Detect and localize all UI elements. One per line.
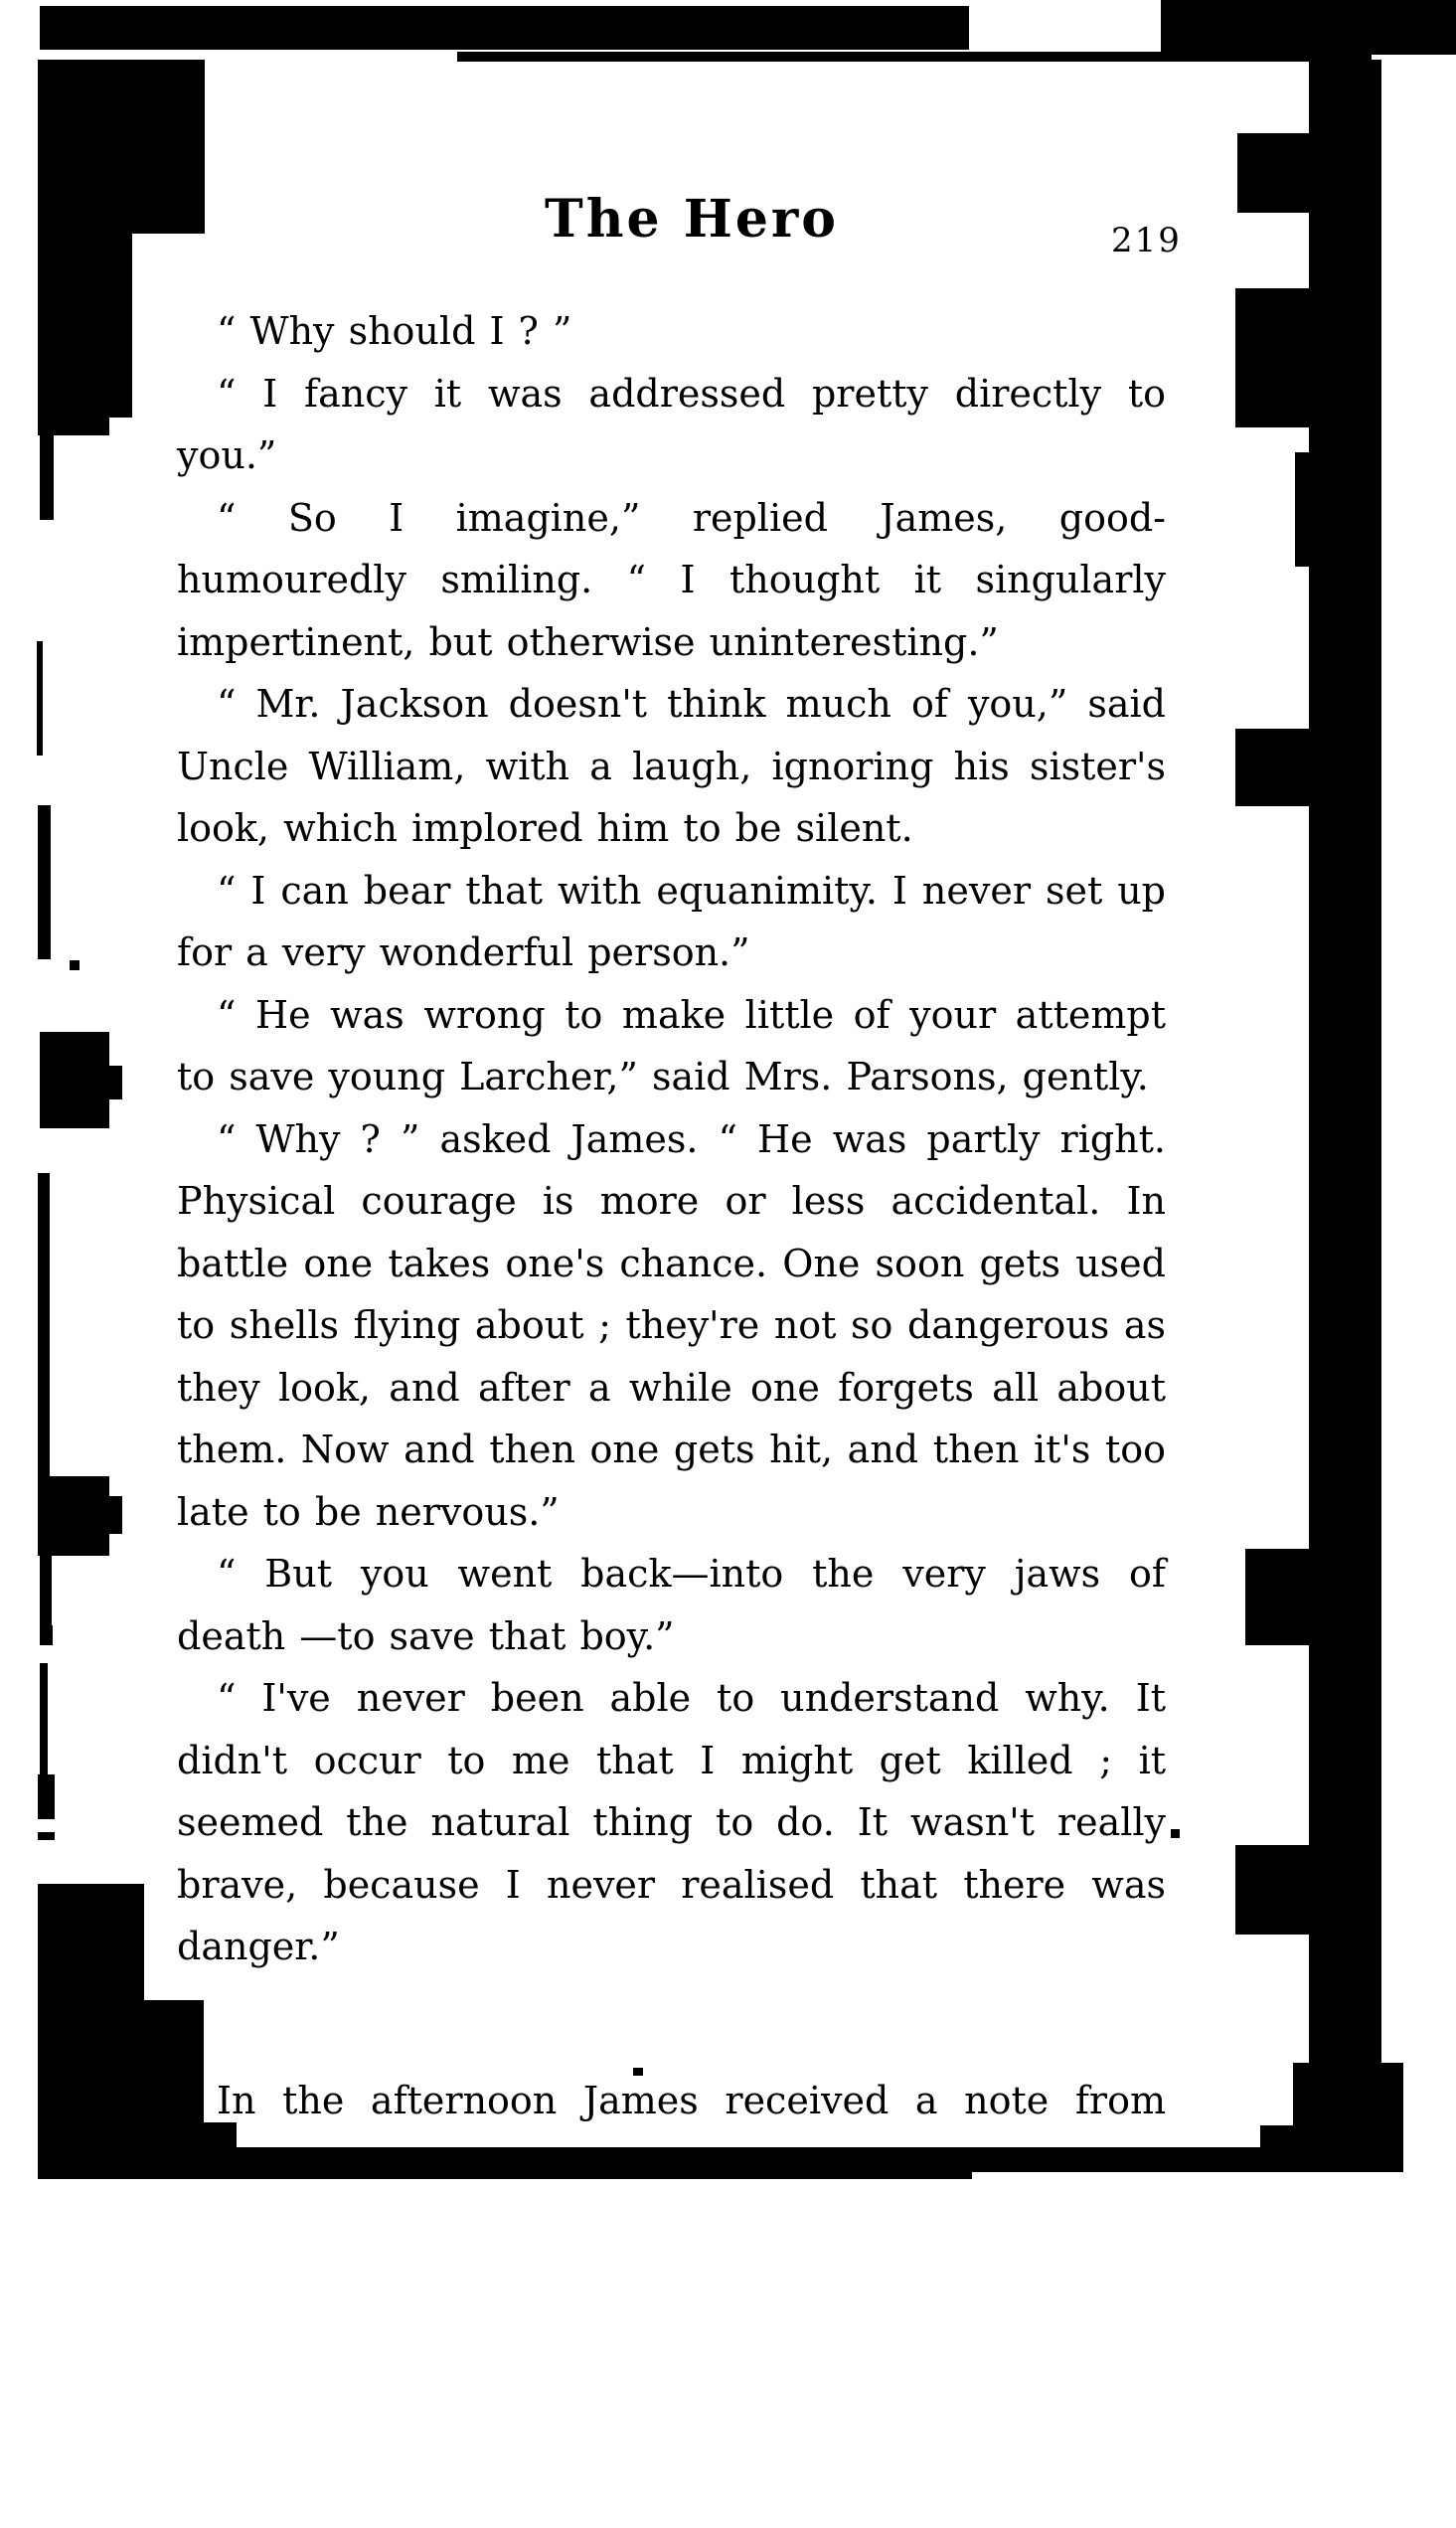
paragraph: “ I fancy it was addressed pretty directly to you.” <box>177 371 1166 477</box>
scan-artifact-right-protrusion <box>1237 133 1312 213</box>
scan-artifact-left-strip <box>40 1556 52 1625</box>
scan-artifact-ink-dot <box>1171 1829 1180 1838</box>
scan-artifact-right-bump <box>1295 452 1315 567</box>
paragraph: “ He was wrong to make little of your attempt to save young Larcher,” said Mrs. Parsons, gently. <box>177 992 1166 1098</box>
body-text-column <box>177 300 1166 2194</box>
paragraph: “ Why ? ” asked James. “ He was partly right. Physical courage is more or less accidental. In battle one takes one's chance. One soon gets used to shells flying about ; they're not so dangerous as they look, and after a while one forgets all about them. Now and then one gets hit, and then it's too late to be nervous.” <box>177 1116 1166 1534</box>
scan-artifact-bottom-blob <box>1260 2125 1302 2150</box>
scan-artifact-left-block-step <box>38 234 132 418</box>
paragraph: “ But you went back—into the very jaws of death —to save that boy.” <box>177 1552 1166 1658</box>
scan-artifact-left-dash <box>38 1832 55 1840</box>
scan-artifact-left-tail <box>40 435 54 520</box>
scan-artifact-top-right-block <box>1161 0 1456 55</box>
scan-artifact-top-bar <box>40 6 969 50</box>
scan-artifact-ink-dot <box>70 960 80 970</box>
scan-artifact-left-strip <box>38 805 51 959</box>
running-head-title: The Hero <box>545 189 839 250</box>
scan-artifact-left-blob-bump <box>40 1066 122 1099</box>
scan-artifact-right-protrusion <box>1245 1549 1312 1645</box>
page-number: 219 <box>1111 221 1182 260</box>
paragraph: “ Mr. Jackson doesn't think much of you,” said Uncle William, with a laugh, ignoring his sister's look, which implored him to be silent. <box>177 682 1166 850</box>
scan-artifact-left-mark <box>40 1625 53 1645</box>
scan-artifact-left-line <box>37 641 43 756</box>
scan-artifact-left-line <box>40 1663 48 1774</box>
paragraph: “ I've never been able to understand why. It didn't occur to me that I might get killed ; it seemed the natural thing to do. It wasn't really brave, because I never realised that there was danger.” <box>177 1676 1166 1968</box>
scan-artifact-right-protrusion <box>1235 729 1312 806</box>
paragraph: “ Why should I ? ” <box>217 309 572 353</box>
scan-artifact-right-band <box>1309 60 1381 2172</box>
paragraph: “ So I imagine,” replied James, good-humouredly smiling. “ I thought it singularly impertinent, but otherwise uninteresting.” <box>177 495 1166 664</box>
scan-artifact-left-strip <box>38 1774 55 1819</box>
scan-artifact-right-protrusion <box>1235 1845 1312 1935</box>
scan-artifact-left-block-step <box>38 418 109 435</box>
scan-artifact-left-blob-bump <box>38 1496 122 1534</box>
paragraph: “ I can bear that with equanimity. I never set up for a very wonderful person.” <box>177 868 1166 974</box>
scan-artifact-right-protrusion <box>1235 288 1312 427</box>
scan-artifact-left-block <box>38 60 205 234</box>
scan-artifact-left-line <box>38 1173 50 1476</box>
paragraph: In the afternoon James received a note from Mrs. <box>177 2078 1166 2184</box>
